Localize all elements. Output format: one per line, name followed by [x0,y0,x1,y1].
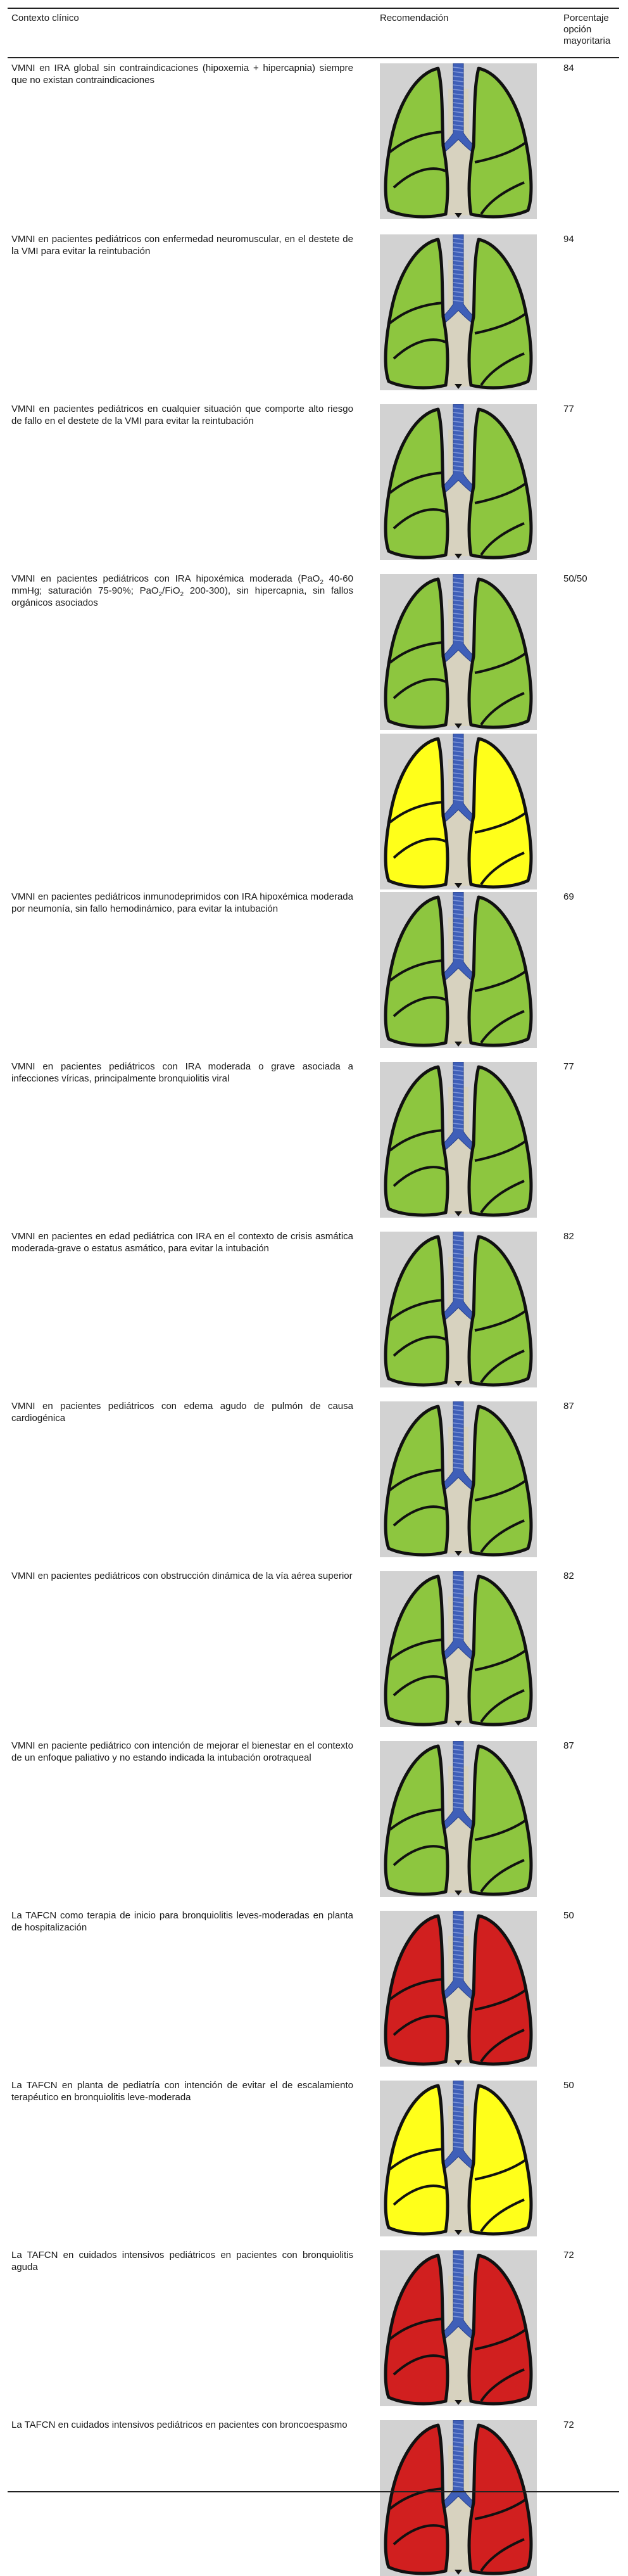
table-row [8,1227,619,1396]
percentage-cell: 82 [563,1231,574,1242]
recommendation-lungs [380,1232,537,1387]
percentage-cell: 72 [563,2250,574,2260]
table-row [8,1736,619,1906]
recommendation-lungs [380,734,537,889]
recommendation-lungs [380,892,537,1048]
context-cell: La TAFCN como terapia de inicio para bronquiolitis leves-moderadas en planta de hospitalización [11,1910,353,1933]
percentage-cell: 94 [563,234,574,245]
percentage-cell: 50 [563,2080,574,2091]
recommendations-table [8,8,619,2492]
green-lungs-icon [380,1741,537,1897]
table-row [8,399,619,569]
context-cell: VMNI en paciente pediátrico con intención de mejorar el bienestar en el contexto de un enfoque paliativo y no estando indicada la intubación orotraqueal [11,1740,353,1763]
recommendation-lungs [380,2081,537,2236]
green-lungs-icon [380,234,537,390]
green-lungs-icon [380,1401,537,1557]
table-row [8,2075,619,2245]
context-cell: VMNI en pacientes pediátricos con edema agudo de pulmón de causa cardiogénica [11,1401,353,1424]
context-cell: VMNI en IRA global sin contraindicaciones (hipoxemia + hipercapnia) siempre que no existan contraindicaciones [11,63,353,86]
yellow-lungs-icon [380,2081,537,2236]
red-lungs-icon [380,2250,537,2406]
context-cell: La TAFCN en cuidados intensivos pediátricos en pacientes con bronquiolitis aguda [11,2250,353,2273]
context-cell: VMNI en pacientes pediátricos en cualquier situación que comporte alto riesgo de fallo en el destete de la VMI para evitar la reintubación [11,404,353,426]
percentage-cell: 50 [563,1910,574,1921]
green-lungs-icon [380,892,537,1048]
recommendation-lungs [380,574,537,730]
context-cell: VMNI en pacientes pediátricos con obstrucción dinámica de la vía aérea superior [11,1571,353,1581]
recommendation-lungs [380,1911,537,2067]
percentage-cell: 82 [563,1571,574,1581]
recommendation-lungs [380,1062,537,1218]
table-row [8,1396,619,1566]
recommendation-lungs [380,1741,537,1897]
green-lungs-icon [380,1062,537,1218]
green-lungs-icon [380,63,537,219]
table-row [8,1566,619,1736]
header-context: Contexto clínico [11,13,79,23]
context-cell: VMNI en pacientes pediátricos inmunodeprimidos con IRA hipoxémica moderada por neumonía, sin fallo hemodinámico, para evitar la intubación [11,891,353,914]
recommendation-lungs [380,404,537,560]
context-cell: VMNI en pacientes pediátricos con IRA moderada o grave asociada a infecciones víricas, principalmente bronquiolitis viral [11,1061,353,1084]
red-lungs-icon [380,2420,537,2576]
recommendation-lungs [380,2420,537,2576]
table-row [8,887,619,1057]
yellow-lungs-icon [380,734,537,889]
percentage-cell: 77 [563,1061,574,1072]
context-cell: La TAFCN en cuidados intensivos pediátricos en pacientes con broncoespasmo [11,2420,348,2430]
percentage-cell: 87 [563,1401,574,1412]
table-row [8,2415,619,2491]
context-cell: La TAFCN en planta de pediatría con intención de evitar el de escalamiento terapéutico en bronquiolitis leve-moderada [11,2080,353,2103]
table-row [8,1906,619,2075]
green-lungs-icon [380,1571,537,1727]
percentage-cell: 69 [563,891,574,902]
green-lungs-icon [380,1232,537,1387]
recommendation-lungs [380,1401,537,1557]
percentage-cell: 50/50 [563,573,587,584]
context-cell: VMNI en pacientes pediátricos con IRA hipoxémica moderada (PaO$_2$ 40-60 mmHg; saturación 75-90%; PaO$_2$/FiO$_2$ 200-300), sin hipercapnia, sin fallos orgánicos asociados [11,573,354,608]
green-lungs-icon [380,404,537,560]
table-body [8,58,619,2492]
recommendation-lungs [380,63,537,219]
table-bottom-rule [8,2491,619,2492]
table-row [8,569,619,887]
percentage-cell: 72 [563,2420,574,2430]
context-cell: VMNI en pacientes en edad pediátrica con IRA en el contexto de crisis asmática moderada-grave o estatus asmático, para evitar la intubación [11,1231,353,1254]
percentage-cell: 87 [563,1740,574,1751]
recommendation-lungs [380,2250,537,2406]
green-lungs-icon [380,574,537,730]
percentage-cell: 77 [563,404,574,414]
recommendation-lungs [380,1571,537,1727]
table-header [8,9,619,58]
header-percentage: Porcentaje opción mayoritaria [563,13,611,46]
table-row [8,1057,619,1227]
table-row [8,58,619,229]
table-row [8,2245,619,2415]
red-lungs-icon [380,1911,537,2067]
header-recommendation: Recomendación [380,13,449,23]
context-cell: VMNI en pacientes pediátricos con enfermedad neuromuscular, en el destete de la VMI para evitar la reintubación [11,234,353,257]
recommendation-lungs [380,234,537,390]
table-row [8,229,619,399]
percentage-cell: 84 [563,63,574,73]
